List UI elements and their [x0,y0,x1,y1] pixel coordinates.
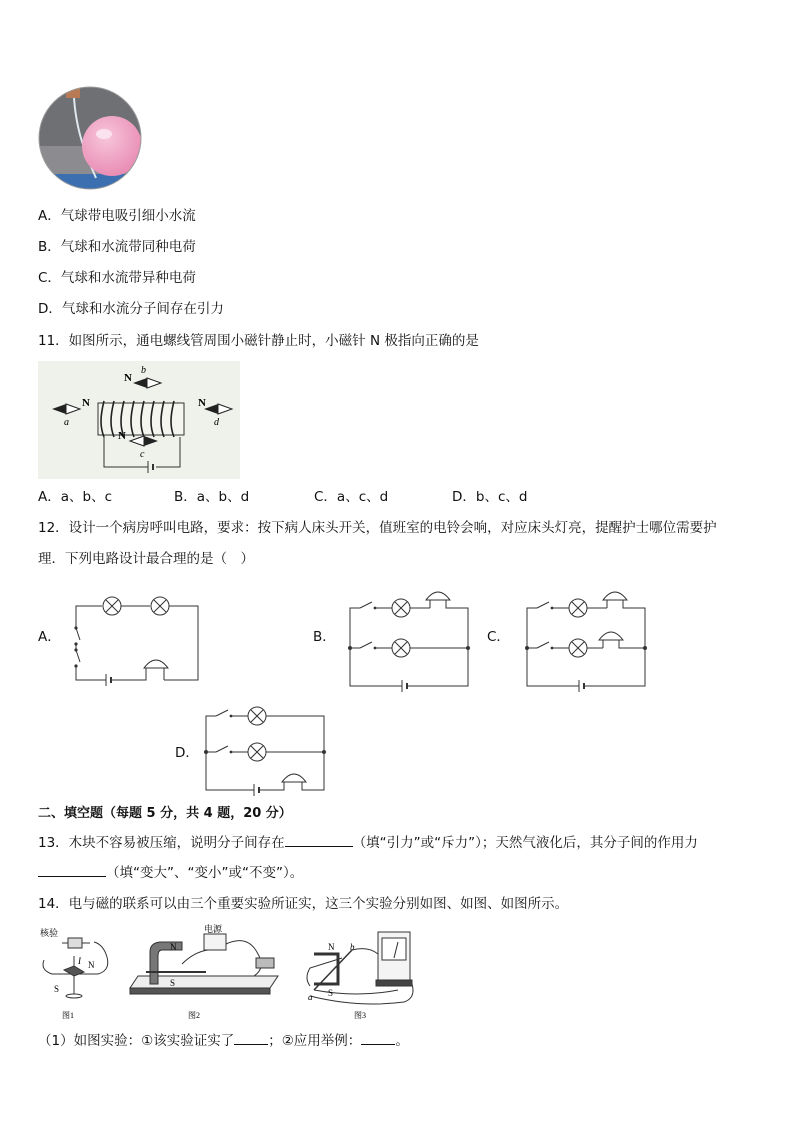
q12-label-c: C． [487,629,510,645]
q11-option-a: A．a、b、c [38,489,112,505]
label-n-a: N [82,397,90,409]
q10-option-d: D．气球和水流分子间存在引力 [38,301,224,317]
q13-blank-2[interactable] [38,862,106,877]
fig2-power-label: 电源 [204,924,223,934]
q14-sub1-c: ； [268,1033,282,1049]
circuit-d [200,700,332,806]
q13-text-a: 13．木块不容易被压缩，说明分子间存在 [38,835,285,851]
fig3-s-label: S [328,988,334,998]
label-d: d [214,417,219,428]
label-b: b [141,365,146,376]
fig1-n-label: N [88,960,95,970]
q14-sub1-a: （1）如图实验： [38,1033,142,1049]
section-2-title: 二、填空题（每题 5 分，共 4 题，20 分） [38,806,292,821]
q14-sub1-d: ②应用举例： [281,1033,362,1049]
q12-label-a: A． [38,629,61,645]
fig1-i-label: I [78,956,81,966]
q11-option-d: D．b、c、d [452,489,528,505]
fig2-n-label: N [170,942,177,952]
label-n-b: N [124,372,132,384]
q10-option-a: A．气球带电吸引细小水流 [38,208,196,224]
circuit-b [344,586,474,692]
q13-text-b: （填“引力”或“斥力”）；天然气液化后，其分子间的作用力 [352,835,698,851]
fig1-caption: 图1 [62,1011,74,1020]
solenoid-figure [38,361,240,479]
q10-option-c: C．气球和水流带异种电荷 [38,270,196,286]
q12-stem-line2: 理．下列电路设计最合理的是（ ） [38,551,254,567]
q14-sub1-e: 。 [395,1033,409,1049]
circuit-c [521,586,651,692]
circuit-a [64,588,204,686]
q13-line2 [38,862,303,882]
q14-figures [38,924,418,1020]
label-n-c: N [118,430,126,442]
q12-label-b: B． [313,629,336,645]
q14-blank-2[interactable] [361,1030,395,1045]
fig3-b-label: b [350,942,355,952]
q13-text-c: （填“变大”、“变小”或“不变”）。 [106,865,304,881]
fig3-caption: 图3 [354,1011,366,1020]
fig2-s-label: S [170,978,176,988]
label-c: c [140,449,145,460]
fig2-caption: 图2 [188,1011,200,1020]
label-a: a [64,417,69,428]
q12-stem-line1: 12．设计一个病房呼叫电路，要求：按下病人床头开关，值班室的电铃会响，对应床头灯亮，提醒护士哪位需要护 [38,520,717,536]
label-n-d: N [198,397,206,409]
q14-stem: 14．电与磁的联系可以由三个重要实验所证实，这三个实验分别如图、如图、如图所示。 [38,896,569,912]
fig3-n-label: N [328,942,335,952]
q11-option-b: B．a、b、d [174,489,250,505]
fig1-s-label: S [54,984,60,994]
q13-line1 [38,832,698,852]
q11-stem: 11．如图所示，通电螺线管周围小磁针静止时，小磁针 N 极指向正确的是 [38,333,479,349]
balloon-photo [38,86,142,190]
q13-blank-1[interactable] [285,832,353,847]
fig3-a-label: a [308,992,313,1002]
fig1-expt-label: 核验 [40,928,59,938]
q10-option-b: B．气球和水流带同种电荷 [38,239,196,255]
q11-option-c: C．a、c、d [314,489,389,505]
q14-sub1 [38,1030,409,1050]
q12-label-d: D． [175,745,199,761]
q14-sub1-b: ①该实验证实了 [141,1033,235,1049]
q14-blank-1[interactable] [234,1030,268,1045]
